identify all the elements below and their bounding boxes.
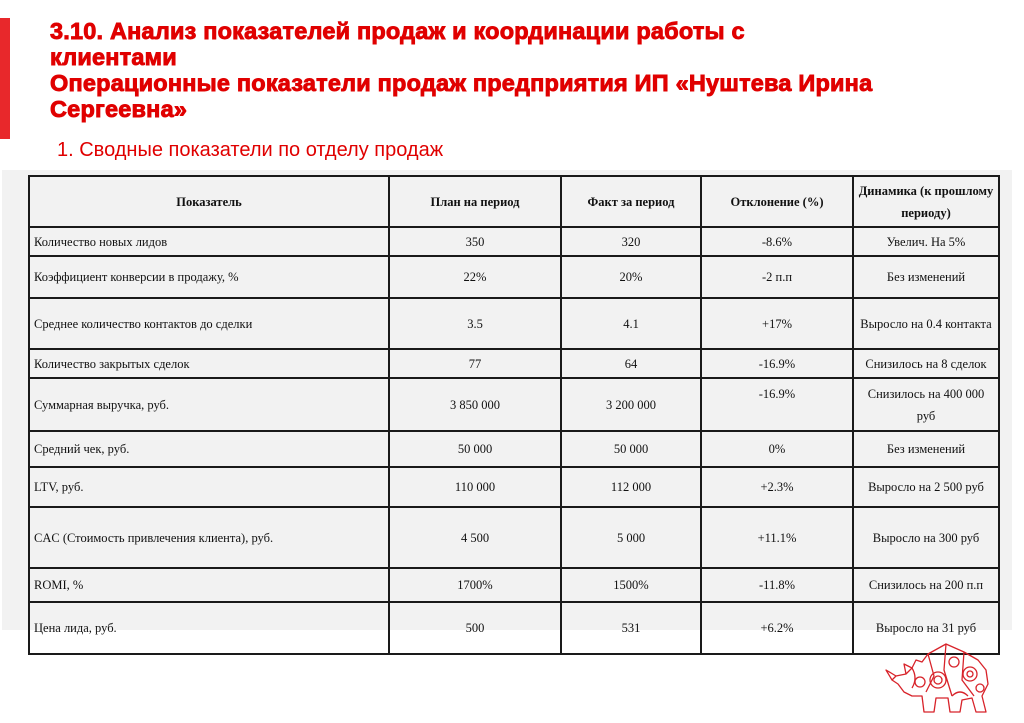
cell-indicator: LTV, руб. bbox=[29, 467, 389, 507]
cell-plan: 1700% bbox=[389, 568, 561, 602]
cell-deviation: +11.1% bbox=[701, 507, 853, 568]
cell-fact: 4.1 bbox=[561, 298, 701, 349]
cell-indicator: ROMI, % bbox=[29, 568, 389, 602]
header-deviation: Отклонение (%) bbox=[701, 176, 853, 227]
table-row bbox=[29, 467, 999, 507]
table-row bbox=[29, 349, 999, 378]
cell-indicator: Количество закрытых сделок bbox=[29, 349, 389, 378]
cell-indicator: Количество новых лидов bbox=[29, 227, 389, 256]
cell-fact: 1500% bbox=[561, 568, 701, 602]
cell-deviation: +17% bbox=[701, 298, 853, 349]
cell-indicator: Среднее количество контактов до сделки bbox=[29, 298, 389, 349]
cell-deviation: -16.9% bbox=[701, 378, 853, 431]
table-row bbox=[29, 378, 999, 431]
cell-dynamics: Увелич. На 5% bbox=[853, 227, 999, 256]
cell-dynamics: Выросло на 31 руб bbox=[853, 602, 999, 654]
title-line: 3.10. Анализ показателей продаж и координации работы с bbox=[50, 18, 745, 44]
cell-indicator: Суммарная выручка, руб. bbox=[29, 378, 389, 431]
cell-indicator: CAC (Стоимость привлечения клиента), руб. bbox=[29, 507, 389, 568]
cell-plan: 110 000 bbox=[389, 467, 561, 507]
table-header-row bbox=[29, 176, 999, 227]
title-line: клиентами bbox=[50, 44, 177, 70]
table-row bbox=[29, 602, 999, 654]
cell-plan: 350 bbox=[389, 227, 561, 256]
cell-dynamics: Выросло на 0.4 контакта bbox=[853, 298, 999, 349]
cell-dynamics: Без изменений bbox=[853, 256, 999, 298]
cell-plan: 3.5 bbox=[389, 298, 561, 349]
cell-deviation: +6.2% bbox=[701, 602, 853, 654]
cell-deviation: +2.3% bbox=[701, 467, 853, 507]
slide-title bbox=[50, 18, 1020, 122]
cell-indicator: Коэффициент конверсии в продажу, % bbox=[29, 256, 389, 298]
cell-fact: 112 000 bbox=[561, 467, 701, 507]
rhino-ornament-icon bbox=[882, 640, 1002, 718]
cell-plan: 3 850 000 bbox=[389, 378, 561, 431]
header-indicator: Показатель bbox=[29, 176, 389, 227]
cell-indicator: Средний чек, руб. bbox=[29, 431, 389, 467]
header-dynamics: Динамика (к прошлому периоду) bbox=[853, 176, 999, 227]
cell-plan: 500 bbox=[389, 602, 561, 654]
cell-fact: 50 000 bbox=[561, 431, 701, 467]
cell-plan: 4 500 bbox=[389, 507, 561, 568]
cell-fact: 531 bbox=[561, 602, 701, 654]
cell-plan: 22% bbox=[389, 256, 561, 298]
header-plan: План на период bbox=[389, 176, 561, 227]
cell-dynamics: Без изменений bbox=[853, 431, 999, 467]
cell-deviation: -2 п.п bbox=[701, 256, 853, 298]
cell-fact: 20% bbox=[561, 256, 701, 298]
cell-deviation: 0% bbox=[701, 431, 853, 467]
table-row bbox=[29, 431, 999, 467]
cell-deviation: -11.8% bbox=[701, 568, 853, 602]
cell-fact: 320 bbox=[561, 227, 701, 256]
cell-plan: 50 000 bbox=[389, 431, 561, 467]
table-row bbox=[29, 298, 999, 349]
table-row bbox=[29, 507, 999, 568]
cell-fact: 3 200 000 bbox=[561, 378, 701, 431]
table-row bbox=[29, 568, 999, 602]
cell-dynamics: Снизилось на 200 п.п bbox=[853, 568, 999, 602]
cell-deviation: -8.6% bbox=[701, 227, 853, 256]
sales-metrics-table bbox=[28, 175, 1000, 655]
cell-plan: 77 bbox=[389, 349, 561, 378]
cell-fact: 64 bbox=[561, 349, 701, 378]
title-line: Операционные показатели продаж предприятия ИП «Нуштева Ирина bbox=[50, 70, 873, 96]
cell-dynamics: Выросло на 300 руб bbox=[853, 507, 999, 568]
cell-dynamics: Снизилось на 400 000 руб bbox=[853, 378, 999, 431]
cell-indicator: Цена лида, руб. bbox=[29, 602, 389, 654]
title-line: Сергеевна» bbox=[50, 96, 188, 122]
cell-fact: 5 000 bbox=[561, 507, 701, 568]
accent-bar bbox=[0, 18, 10, 139]
cell-dynamics: Снизилось на 8 сделок bbox=[853, 349, 999, 378]
table-row bbox=[29, 227, 999, 256]
section-subtitle: 1. Сводные показатели по отделу продаж bbox=[57, 139, 444, 161]
table-row bbox=[29, 256, 999, 298]
cell-dynamics: Выросло на 2 500 руб bbox=[853, 467, 999, 507]
header-fact: Факт за период bbox=[561, 176, 701, 227]
cell-deviation: -16.9% bbox=[701, 349, 853, 378]
